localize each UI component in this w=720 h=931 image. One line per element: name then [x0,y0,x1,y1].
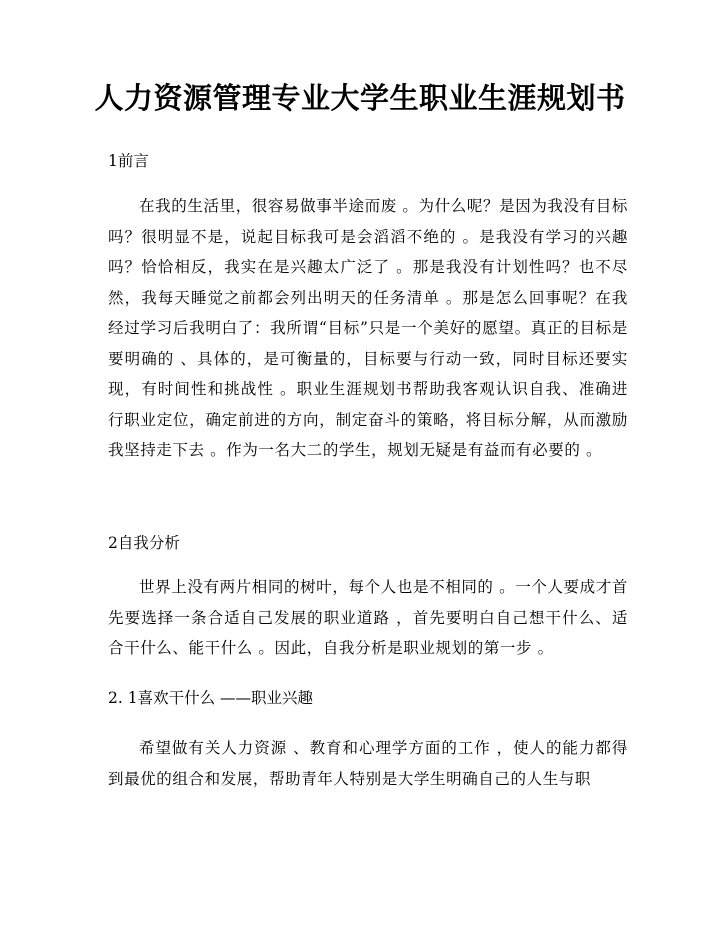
section-paragraph-self-analysis: 世界上没有两片相同的树叶，每个人也是不相同的 。一个人要成才首先要选择一条合适自己发展的职业道路 ，首先要明白自己想干什么、适合干什么、能干什么 。因此，自我分析是职业规划的第一步 。 [108,578,628,657]
section-paragraph-career-interest: 希望做有关人力资源 、教育和心理学方面的工作 ，使人的能力都得到最优的组合和发展，帮助青年人特别是大学生明确自己的人生与职 [108,739,628,788]
section-paragraph-preface: 在我的生活里，很容易做事半途而废 。为什么呢？是因为我没有目标吗？很明显不是，说起目标我可是会滔滔不绝的 。是我没有学习的兴趣吗？恰恰相反，我实在是兴趣太广泛了 。那是我没有计划性吗？也不尽然，我每天睡觉之前都会列出明天的任务清单 。那是怎么回事呢？在我经过学习后我明白了：我所谓“目标”只是一个美好的愿望。真正的目标是要明确的 、具体的，是可衡量的，目标要与行动一致，同时目标还要实现，有时间性和挑战性 。职业生涯规划书帮助我客观认识自我、准确进行职业定位，确定前进的方向，制定奋斗的策略，将目标分解，从而激励我坚持走下去 。作为一名大二的学生，规划无疑是有益而有必要的 。 [108,197,628,459]
section-heading-preface: 1前言 [108,152,149,170]
document-title: 人力资源管理专业大学生职业生涯规划书 [94,81,626,115]
section-heading-career-interest: 2. 1喜欢干什么 ——职业兴趣 [108,689,314,707]
section-heading-self-analysis: 2自我分析 [108,534,180,552]
